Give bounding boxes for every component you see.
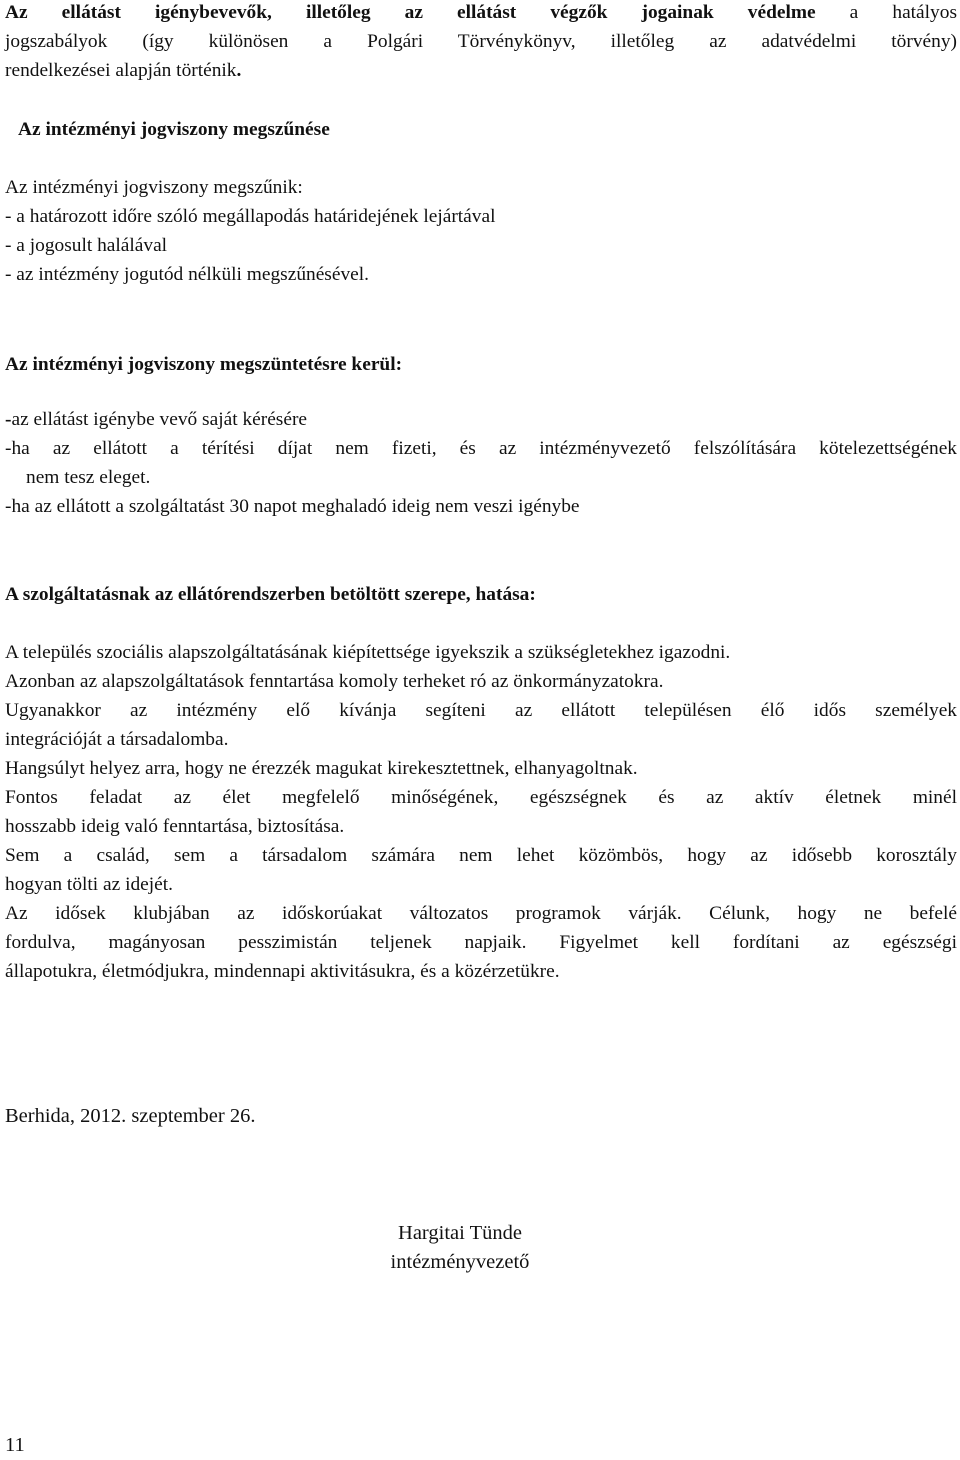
termination-heading: Az intézményi jogviszony megszűnése	[18, 119, 330, 140]
termination-item: - az intézmény jogutód nélküli megszűnésével.	[5, 264, 370, 285]
signer-name: Hargitai Tünde	[398, 1222, 522, 1244]
role-paragraph-2: Azonban az alapszolgáltatások fenntartása komoly terheket ró az önkormányzatokra.	[5, 671, 664, 692]
role-paragraph-7: Az idősek klubjában az időskorúakat változatos programok várják. Célunk, hogy ne befelé	[5, 903, 957, 924]
role-heading-block	[5, 580, 957, 609]
role-paragraph-6: Sem a család, sem a társadalom számára nem lehet közömbös, hogy az idősebb korosztály	[5, 845, 957, 866]
rights-paragraph	[5, 0, 957, 85]
role-paragraph-7-end: állapotukra, életmódjukra, mindennapi aktivitásukra, és a közérzetükre.	[5, 961, 560, 982]
role-paragraph-7-cont: fordulva, magányosan pesszimistán teljenek napjaik. Figyelmet kell fordítani az egészségi	[5, 932, 957, 953]
discontinuation-item-3: -ha az ellátott a szolgáltatást 30 napot meghaladó ideig nem veszi igénybe	[5, 496, 580, 517]
termination-list	[5, 173, 957, 289]
role-paragraph-6-cont: hogyan tölti az idejét.	[5, 874, 174, 895]
role-paragraph-3-cont: integrációját a társadalomba.	[5, 729, 229, 750]
discontinuation-dash: -	[5, 409, 12, 430]
rights-line-3: rendelkezései alapján történik	[5, 60, 237, 81]
rights-bold-text: Az ellátást igénybevevők, illetőleg az ellátást végzők jogainak védelme	[5, 2, 816, 23]
place-date-block	[5, 1102, 957, 1131]
role-paragraph-3: Ugyanakkor az intézmény elő kívánja segíteni az ellátott településen élő idős személyek	[5, 700, 957, 721]
role-paragraph-4: Hangsúlyt helyez arra, hogy ne érezzék magukat kirekesztettnek, elhanyagoltnak.	[5, 758, 638, 779]
termination-item: - a határozott időre szóló megállapodás határidejének lejártával	[5, 206, 496, 227]
page-number-block	[5, 1431, 957, 1460]
discontinuation-item-1: az ellátást igénybe vevő saját kérésére	[11, 409, 308, 430]
termination-item: - a jogosult halálával	[5, 235, 168, 256]
role-paragraph-1: A település szociális alapszolgáltatásának kiépítettsége igyekszik a szükségletekhez igazodni.	[5, 642, 731, 663]
termination-intro: Az intézményi jogviszony megszűnik:	[5, 177, 303, 198]
discontinuation-heading-block	[5, 350, 957, 379]
discontinuation-item-2-cont: nem tesz eleget.	[26, 467, 151, 488]
place-date: Berhida, 2012. szeptember 26.	[5, 1105, 256, 1127]
termination-heading-block	[18, 115, 957, 144]
discontinuation-heading: Az intézményi jogviszony megszüntetésre kerül:	[5, 354, 403, 375]
role-heading: A szolgáltatásnak az ellátórendszerben betöltött szerepe, hatása:	[5, 584, 536, 605]
page-number: 11	[5, 1434, 25, 1456]
role-paragraph-5: Fontos feladat az élet megfelelő minőségének, egészségnek és az aktív életnek minél	[5, 787, 957, 808]
discontinuation-item-2: -ha az ellátott a térítési díjat nem fizeti, és az intézményvezető felszólítására kötelezettségének	[5, 438, 957, 459]
discontinuation-list	[5, 405, 957, 521]
role-paragraph-5-cont: hosszabb ideig való fenntartása, biztosítása.	[5, 816, 345, 837]
signer-title: intézményvezető	[390, 1251, 530, 1273]
rights-period: .	[236, 60, 242, 81]
rights-text: a hatályos	[815, 2, 957, 23]
rights-line-2: jogszabályok (így különösen a Polgári Törvénykönyv, illetőleg az adatvédelmi törvény)	[5, 31, 957, 52]
signature-block	[360, 1219, 560, 1277]
role-paragraphs	[5, 638, 957, 986]
